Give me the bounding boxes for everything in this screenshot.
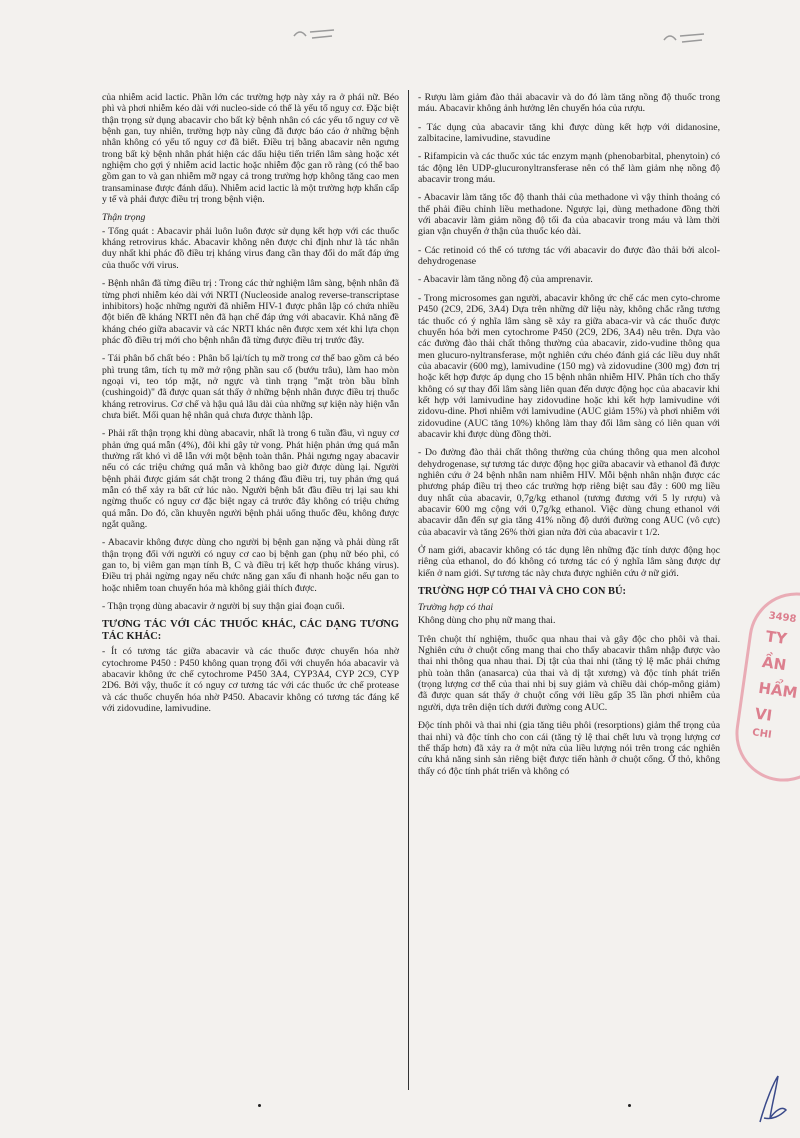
pregnancy-contraindication: Không dùng cho phụ nữ mang thai.: [418, 615, 556, 627]
header-handwriting-right: [660, 26, 710, 50]
combination-paragraph: - Tác dụng của abacavir tăng khi được dùng kết hợp với didanosine, zalbitacine, lamivudine, stavudine: [418, 121, 720, 145]
left-column: [102, 92, 399, 722]
pregnancy-heading: TRƯỜNG HỢP CÓ THAI VÀ CHO CON BÚ:: [418, 586, 626, 598]
header-handwriting-left: [290, 22, 340, 46]
previously-treated-paragraph: - Bệnh nhân đã từng điều trị : Trong các thử nghiệm lâm sàng, bệnh nhân đã từng phơi nhiễm kéo dài với NRTI (Nucleoside analog reverse-transcriptase inhibitors) hoặc những người đã nhiễm HIV-1 được phân lập có chứa nhiều đột biến đề kháng NRTI nên đã hạn chế đáp ứng với abacavir. Khả năng đề kháng chéo giữa abacavir và các NRTI khác nên được xem xét khi lựa chọn phác đồ điều trị mới cho bệnh nhân đã từng được điều trị trước đây.: [102, 278, 399, 346]
methadone-paragraph: - Abacavir làm tăng tốc độ thanh thải của methadone vì vậy thỉnh thoảng có thể phải điều chỉnh liều methadone. Ngược lại, dùng methadone đồng thời với abacavir làm giảm nồng độ tối đa của abacavir trong máu và làm thời gian vận chuyển ở thận của thuốc kéo dài.: [418, 192, 720, 238]
interactions-heading: TƯƠNG TÁC VỚI CÁC THUỐC KHÁC, CÁC DẠNG TƯƠNG TÁC KHÁC:: [102, 619, 399, 643]
microsomes-paragraph: - Trong microsomes gan người, abacavir không ức chế các men cyto-chrome P450 (2C9, 2D6, 3A4) Dựa trên những dữ liệu này, không chắc rằng tương tác thuốc có ý nghĩa lâm sàng sẽ xảy ra giữa abaca-vir và các thuốc được chuyển hóa bởi men cytochrome P450 (2C9, 2D6, 3A4) nêu trên. Dựa vào các đường đào thải chất thông thường của abacavir, zido-vudine thông qua men glucuro-nyltransferase, một nghiên cứu chéo đánh giá các liều duy nhất của abacavir (600 mg), lamivudine (150 mg) và zidovudine (300 mg) đơn trị hoặc kết hợp được áp dụng cho 15 bệnh nhân nhiễm HIV. Phân tích cho thấy không có sự thay đổi lâm sàng liên quan đến dược động học của abacavir khi kết hợp với lamivudine hay zidovudine hoặc khi kết hợp lamivudine với zidovu-dine. Phơi nhiễm với lamivudine (AUC giảm 15%) và phơi nhiễm với zidovudine (AUC tăng 10%) không làm thay đổi lâm sàng có liên quan với abacavir khi được dùng đồng thời.: [418, 292, 720, 440]
company-stamp: 3498 TY ẦN HẨM VI CHI: [729, 586, 800, 788]
signature: [752, 1070, 792, 1130]
cytochrome-interaction-paragraph: - Ít có tương tác giữa abacavir và các thuốc được chuyển hóa nhờ cytochrome P450 : P450 không quan trọng đối với chuyển hóa abacavir và abacavir không ức chế cytochrome P450 3A4, CYP3A4, CYP 2C9, CYP 2D6. Bởi vậy, thuốc ít có nguy cơ tương tác với các thuốc ức chế protease và các thuốc chuyển hóa nhờ P450. Abacavir không có tương tác đáng kể với zidovudine, lamivudine.: [102, 646, 399, 715]
precautions-subheading: Thận trọng: [102, 212, 146, 224]
page-mark-left: [258, 1104, 261, 1107]
general-precaution-paragraph: - Tổng quát : Abacavir phải luôn luôn được sử dụng kết hợp với các thuốc kháng retrovirus khác. Abacavir không nên được chỉ định như là tác nhân duy nhất khi phác đồ điều trị kháng virus đang cần thay đổi do mất đáp ứng của thuốc với virus.: [102, 225, 399, 271]
column-divider: [408, 90, 409, 1090]
right-column: [418, 92, 720, 784]
male-ethanol-paragraph: Ở nam giới, abacavir không có tác dụng lên những đặc tính dược động học riêng của ethanol, do đó không có tương tác có ý nghĩa lâm sàng được dự kiến ở nam giới. Sự tương tác này chưa được nghiên cứu ở nữ giới.: [418, 545, 720, 579]
fat-redistribution-paragraph: - Tái phân bố chất béo : Phân bố lại/tích tụ mỡ trong cơ thể bao gồm cả béo phì trung tâm, tích tụ mỡ mở rộng phần sau cổ (bướu trâu), làm hao mòn ngoại vi, teo tóp mặt, nở ngực và tình trạng "mặt tròn bầu bĩnh (cushingoid)" đã được quan sát thấy ở những bệnh nhân được điều trị thuốc kháng retrovirus. Cơ chế và hậu quả lâu dài của những sự kiện này hiện vẫn chưa biết. Mối quan hệ nhân quả chưa được thành lập.: [102, 353, 399, 421]
embryo-toxicity-paragraph: Độc tính phôi và thai nhi (gia tăng tiêu phôi (resorptions) giảm thể trọng của thai nhi) và độc tính cho con cái (tăng tỷ lệ thai chết lưu và trọng lượng cơ thể thấp hơn) đã xảy ra ở một nửa của liều lượng nói trên trong các nghiên cứu khả năng sinh sản riêng biệt được tiến hành ở chuột cống. Ở thỏ, không thấy có độc tính phát triển và không có: [418, 720, 720, 777]
liver-disease-paragraph: - Abacavir không được dùng cho người bị bệnh gan nặng và phải dùng rất thận trọng đối với người có nguy cơ cao bị bệnh gan (phụ nữ béo phì, có gan to, bị viêm gan mạn tính B, C và điều trị kết hợp thuốc kháng virus). Điều trị phải ngừng ngay nếu chức năng gan xấu đi nhanh hoặc nếu gan to hoặc nhiễm toan chuyển hóa mà không giải thích được.: [102, 537, 399, 594]
renal-failure-paragraph: - Thận trọng dùng abacavir ở người bị suy thận giai đoạn cuối.: [102, 601, 345, 613]
alcohol-paragraph: - Rượu làm giảm đào thải abacavir và do đó làm tăng nồng độ thuốc trong máu. Abacavir không ảnh hưởng lên chuyển hóa của rượu.: [418, 92, 720, 115]
ethanol-paragraph: - Do đường đào thải chất thông thường của chúng thông qua men alcohol dehydrogenase, sự tương tác dược động học giữa abacavir và ethanol đã được nghiên cứu ở 24 bệnh nhân nam nhiễm HIV. Mỗi bệnh nhân nhận được các phương pháp điều trị theo các trường hợp riêng biệt sau đây : 600 mg liều duy nhất của abacavir, 0,7g/kg ethanol (tương đương với 5 ly rượu) và abacavir 600 mg cộng với 0,7g/kg ethanol. Việc dùng chung ethanol với abacavir dẫn đến sự gia tăng 41% nồng độ dưới đường cong AUC (vô cực) của abacavir và tăng 26% thời gian nửa đời của abacavir t 1/2.: [418, 447, 720, 538]
amprenavir-paragraph: - Abacavir làm tăng nồng độ của amprenavir.: [418, 274, 593, 286]
rifampicin-paragraph: - Rifampicin và các thuốc xúc tác enzym mạnh (phenobarbital, phenytoin) có tác động lên UDP-glucuronyltransferase nên có thể làm giảm nhẹ nồng độ abacavir trong máu.: [418, 151, 720, 186]
animal-study-paragraph: Trên chuột thí nghiệm, thuốc qua nhau thai và gây độc cho phôi và thai. Nghiên cứu ở chuột cống mang thai cho thấy abacavir thâm nhập được vào thai nhi thông qua nhau thai. Dị tật của thai nhi (tăng tỷ lệ mắc phải chứng phù toàn thân (anasarca) của thai và dị tật xương) và độc tính phát triển (trọng lượng cơ thể của thai nhi bị suy giảm và chiều dài chóp-mông giảm) đã được quan sát thấy ở chuột cống với liều gấp 35 lần phơi nhiễm của người, dựa trên diện tích dưới đường cong AUC.: [418, 633, 720, 713]
lactic-acidosis-paragraph: của nhiễm acid lactic. Phần lớn các trường hợp này xảy ra ở phái nữ. Béo phì và phơi nhiễm kéo dài với nucleo-side có thể là yếu tố nguy cơ. Đặc biệt thận trọng sử dụng abacavir cho bất kỳ bệnh nhân có các yếu tố nguy cơ về bệnh gan, tuy nhiên, trường hợp này cũng đã được báo cáo ở những bệnh nhân không có yếu tố nguy cơ đã biết. Điều trị bằng abacavir nên ngưng trong bất kỳ bệnh nhân phát hiện các dấu hiệu tiến triển lâm sàng hoặc xét nghiệm cho gợi ý nhiễm acid lactic hoặc nhiễm độc gan rõ ràng (có thể bao gồm gan to và gan nhiễm mỡ ngay cả trong trường hợp không tăng cao men transaminase được đánh dấu). Nhiễm acid lactic là một trường hợp khẩn cấp y tế và phải được điều trị trong bệnh viện.: [102, 92, 399, 206]
pregnancy-subheading: Trường hợp có thai: [418, 602, 494, 614]
hypersensitivity-paragraph: - Phải rất thận trọng khi dùng abacavir, nhất là trong 6 tuần đầu, vì nguy cơ phản ứng quá mẫn (4%), đôi khi gây tử vong. Phát hiện phản ứng quá mẫn thường rất khó vì dễ lẫn với một bệnh toàn thân. Phải ngưng ngay abacavir nếu có các triệu chứng quá mẫn và không bao giờ được dùng lại. Người bệnh phải được giám sát chặt trong 2 tháng đầu điều trị, tuy phản ứng quá mẫn có thể xảy ra bất cứ lúc nào. Người bệnh bắt đầu điều trị lại sau khi ngừng thuốc có nguy cơ đặc biệt ngay cả trước đây không có triệu chứng quá mẫn. Do đó, cần khuyên người bệnh phải uống thuốc đều, không được ngắt quãng.: [102, 428, 399, 531]
retinoid-paragraph: - Các retinoid có thể có tương tác với abacavir do được đào thải bởi alcol-dehydrogenase: [418, 244, 720, 268]
page-mark-right: [628, 1104, 631, 1107]
